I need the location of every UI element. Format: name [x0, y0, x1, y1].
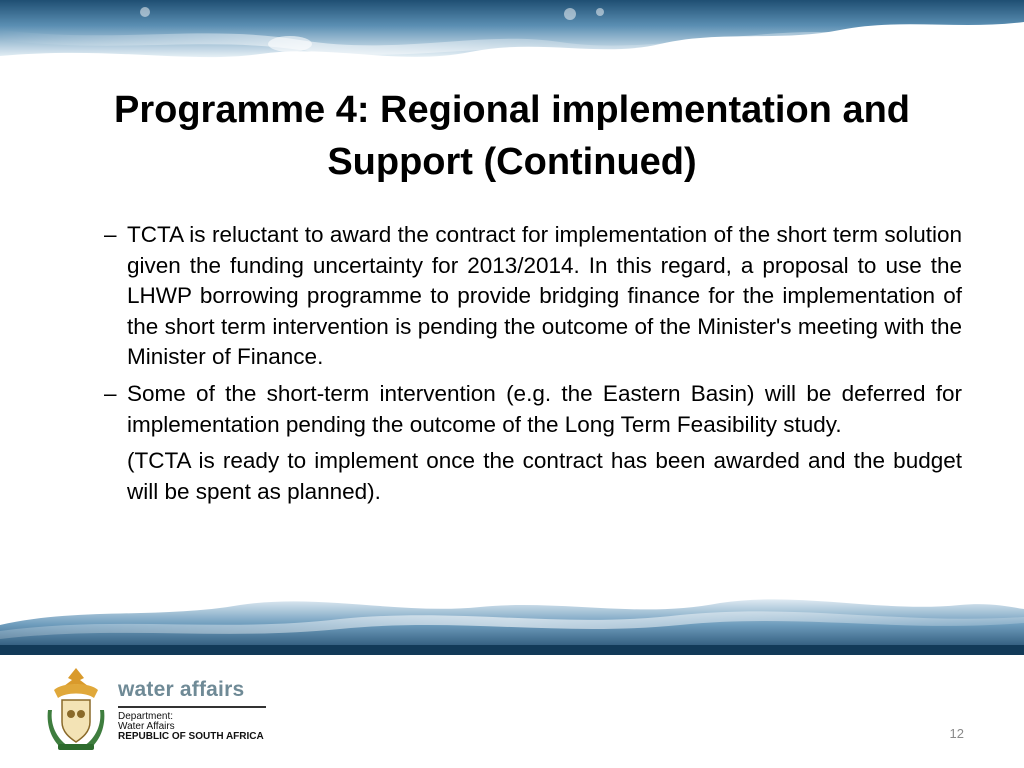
- slide-title-line-2: Support (Continued): [327, 141, 697, 183]
- slide-title: [60, 84, 964, 188]
- bullet-dash: –: [104, 222, 117, 247]
- department-logo: [44, 664, 284, 754]
- brand-name: water affairs: [118, 678, 245, 701]
- department-name: Water Affairs: [118, 721, 175, 732]
- country-name: REPUBLIC OF SOUTH AFRICA: [118, 731, 264, 742]
- department-label: Department:: [118, 711, 174, 722]
- slide-body: [104, 220, 962, 507]
- water-wave-bottom-banner: [0, 585, 1024, 655]
- slide-title-line-1: Programme 4: Regional implementation and: [113, 89, 911, 131]
- bullet-dash: –: [104, 380, 117, 406]
- bullet-text: Some of the short-term intervention (e.g. the Eastern Basin) will be deferred for implementation pending the outcome of the Long Term Feasibility study.: [127, 380, 962, 437]
- brand-divider: [118, 706, 266, 708]
- bullet-text: TCTA is reluctant to award the contract for implementation of the short term solution given the funding uncertainty for 2013/2014. In this regard, a proposal to use the LHWP borrowing programme to provide bridging finance for the implementation of the short term intervention is pending the outcome of the Minister's meeting with the Minister of Finance.: [127, 222, 962, 370]
- coat-of-arms-icon: [44, 664, 108, 752]
- page-number: 12: [949, 726, 964, 741]
- bullet-item-2: [104, 379, 962, 440]
- bullet-item-1: [104, 220, 962, 373]
- note-paragraph: (TCTA is ready to implement once the contract has been awarded and the budget will be spent as planned).: [127, 448, 962, 504]
- water-wave-top-banner: [0, 0, 1024, 80]
